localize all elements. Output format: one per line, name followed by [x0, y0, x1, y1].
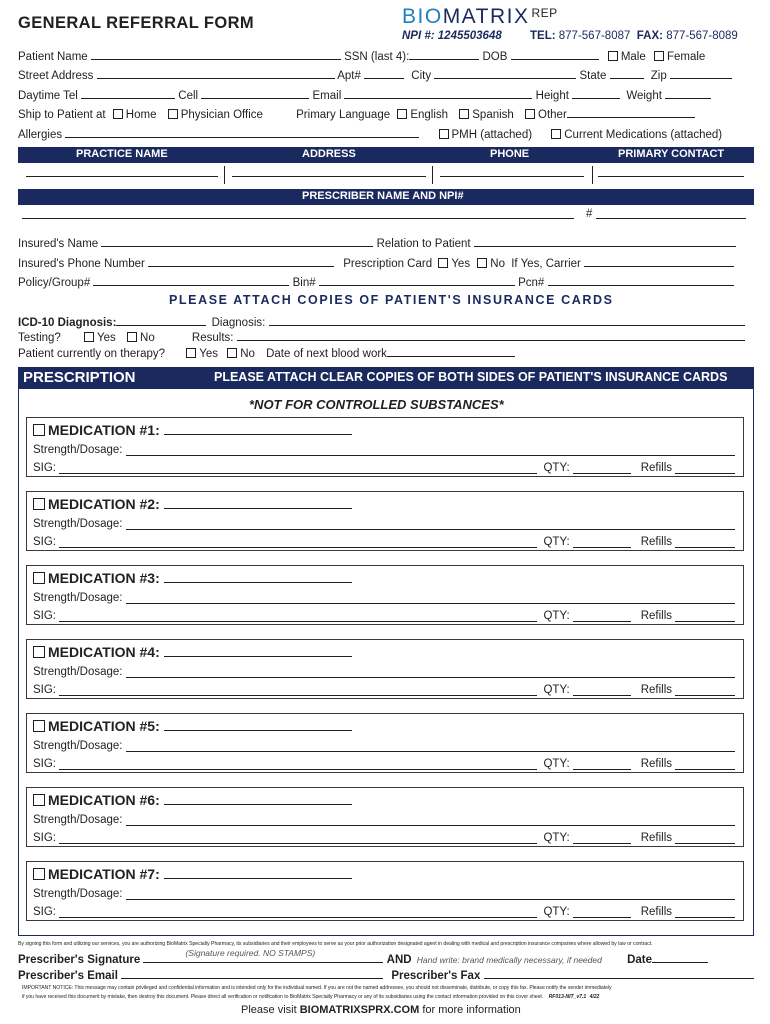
- sig-field[interactable]: [59, 758, 537, 770]
- diagnosis-label: Diagnosis:: [211, 317, 266, 329]
- email-label: Email: [312, 90, 342, 102]
- ship-label: Ship to Patient at: [18, 109, 106, 121]
- practice-divider-1: [224, 166, 225, 184]
- medication-label: MEDICATION #7:: [48, 866, 160, 882]
- strength-label: Strength/Dosage:: [33, 444, 123, 456]
- allergies-label: Allergies: [18, 129, 63, 141]
- refills-field[interactable]: [675, 832, 735, 844]
- medication-block: [26, 417, 744, 477]
- qty-label: QTY:: [543, 906, 570, 918]
- qty-label: QTY:: [543, 684, 570, 696]
- strength-field[interactable]: [126, 444, 735, 456]
- qty-field[interactable]: [573, 906, 631, 918]
- bin-field[interactable]: [319, 274, 515, 286]
- important-notice-1: IMPORTANT NOTICE: This message may contain privileged and confidential information and is intended only for the individual named. If you are not the named addressee, you should not disseminate, distribute, or copy this fax. Please notify the sender immediately: [22, 985, 612, 991]
- other-checkbox[interactable]: [525, 109, 535, 119]
- medication-name-field[interactable]: [164, 643, 352, 657]
- brand-logo-rep: REP: [531, 6, 558, 20]
- dob-label: DOB: [482, 51, 508, 63]
- street-label: Street Address: [18, 70, 94, 82]
- strength-field[interactable]: [126, 888, 735, 900]
- medication-title: [33, 569, 352, 586]
- practice-divider-3: [592, 166, 593, 184]
- important-notice-2: [22, 994, 599, 1000]
- sig-label: SIG:: [33, 906, 57, 918]
- insurance-row-3: [18, 274, 734, 289]
- form-title: GENERAL REFERRAL FORM: [18, 14, 255, 32]
- medication-checkbox[interactable]: [33, 498, 45, 510]
- attach-insurance-notice: PLEASE ATTACH COPIES OF PATIENT'S INSURANCE CARDS: [169, 293, 614, 307]
- apt-field[interactable]: [364, 67, 404, 79]
- therapy-label: Patient currently on therapy?: [18, 348, 166, 360]
- refills-label: Refills: [640, 536, 672, 548]
- strength-field[interactable]: [126, 518, 735, 530]
- signature-row: [18, 948, 708, 966]
- strength-row: [33, 888, 735, 900]
- date-field[interactable]: [652, 951, 708, 963]
- medication-block: [26, 787, 744, 847]
- qty-label: QTY:: [543, 462, 570, 474]
- zip-field[interactable]: [670, 67, 732, 79]
- and-label: AND: [386, 954, 412, 966]
- rx-card-no-label: No: [490, 258, 505, 270]
- clinical-row-2: [18, 329, 745, 344]
- refills-label: Refills: [640, 610, 672, 622]
- insured-name-label: Insured's Name: [18, 238, 99, 250]
- clinical-row-1: [18, 314, 745, 329]
- qty-field[interactable]: [573, 832, 631, 844]
- results-label: Results:: [191, 332, 234, 344]
- spanish-label: Spanish: [472, 109, 514, 121]
- female-checkbox[interactable]: [654, 51, 664, 61]
- medication-title: [33, 791, 352, 808]
- patient-row-5: [18, 126, 722, 141]
- daytime-tel-label: Daytime Tel: [18, 90, 78, 102]
- refills-field[interactable]: [675, 462, 735, 474]
- medication-block: [26, 861, 744, 921]
- prescriber-fax-field[interactable]: [484, 967, 754, 979]
- strength-row: [33, 592, 735, 604]
- therapy-yes-checkbox[interactable]: [186, 348, 196, 358]
- height-field[interactable]: [572, 87, 620, 99]
- clinical-row-3: [18, 345, 515, 360]
- medication-name-field[interactable]: [164, 791, 352, 805]
- medication-title: [33, 495, 352, 512]
- patient-row-4: [18, 106, 695, 121]
- email-field[interactable]: [344, 87, 532, 99]
- medication-block: [26, 639, 744, 699]
- strength-row: [33, 444, 735, 456]
- rx-card-yes-label: Yes: [451, 258, 471, 270]
- brand-logo: [402, 5, 558, 29]
- primary-contact-header: PRIMARY CONTACT: [618, 148, 725, 160]
- daytime-tel-field[interactable]: [81, 87, 175, 99]
- medication-name-field[interactable]: [164, 717, 352, 731]
- phone-field[interactable]: [440, 176, 584, 177]
- blood-work-label: Date of next blood work: [266, 348, 387, 360]
- consent-text: By signing this form and utilizing our services, you are authorizing BioMatrix Specialty Pharmacy, its subsidiaries and their employees to serve as your prior authorization designated agent in dealing with medical and prescription insurance companies where allowed by law or contract.: [18, 941, 653, 947]
- ssn-field[interactable]: [409, 48, 479, 60]
- phone-header: PHONE: [490, 148, 530, 160]
- refills-label: Refills: [640, 832, 672, 844]
- insured-phone-label: Insured's Phone Number: [18, 258, 145, 270]
- practice-name-header: PRACTICE NAME: [76, 148, 168, 160]
- sig-label: SIG:: [33, 832, 57, 844]
- state-field[interactable]: [610, 67, 644, 79]
- other-language-field[interactable]: [567, 106, 695, 118]
- male-label: Male: [620, 51, 646, 63]
- insurance-row-1: [18, 235, 736, 250]
- refills-label: Refills: [640, 462, 672, 474]
- refills-field[interactable]: [675, 536, 735, 548]
- ship-home-checkbox[interactable]: [113, 109, 123, 119]
- bin-label: Bin#: [292, 277, 316, 289]
- medication-checkbox[interactable]: [33, 646, 45, 658]
- refills-label: Refills: [640, 758, 672, 770]
- medication-title: [33, 421, 352, 438]
- insured-name-field[interactable]: [101, 235, 373, 247]
- diagnosis-field[interactable]: [269, 314, 745, 326]
- female-label: Female: [666, 51, 706, 63]
- carrier-label: If Yes, Carrier: [511, 258, 581, 270]
- refills-field[interactable]: [675, 684, 735, 696]
- refills-label: Refills: [640, 906, 672, 918]
- qty-label: QTY:: [543, 832, 570, 844]
- medication-checkbox[interactable]: [33, 572, 45, 584]
- strength-label: Strength/Dosage:: [33, 888, 123, 900]
- medication-checkbox[interactable]: [33, 868, 45, 880]
- rx-card-no-checkbox[interactable]: [477, 258, 487, 268]
- prescription-title: PRESCRIPTION: [23, 369, 136, 386]
- sig-row: [33, 462, 735, 474]
- npi-hash-label: #: [586, 208, 593, 220]
- qty-field[interactable]: [573, 758, 631, 770]
- strength-row: [33, 518, 735, 530]
- visit-label: Please visit: [241, 1004, 297, 1016]
- pmh-checkbox[interactable]: [439, 129, 449, 139]
- medication-label: MEDICATION #2:: [48, 496, 160, 512]
- patient-name-field[interactable]: [91, 48, 341, 60]
- medication-block: [26, 491, 744, 551]
- current-meds-checkbox[interactable]: [551, 129, 561, 139]
- dob-field[interactable]: [511, 48, 599, 60]
- current-meds-label: Current Medications (attached): [564, 129, 723, 141]
- patient-row-1: [18, 48, 705, 63]
- medication-name-field[interactable]: [164, 569, 352, 583]
- prescriber-email-label: Prescriber's Email: [18, 970, 118, 982]
- strength-field[interactable]: [126, 814, 735, 826]
- patient-name-label: Patient Name: [18, 51, 88, 63]
- street-field[interactable]: [97, 67, 335, 79]
- strength-row: [33, 814, 735, 826]
- strength-row: [33, 740, 735, 752]
- date-label: Date: [627, 954, 652, 966]
- prescriber-header-bar: [18, 189, 754, 205]
- medication-name-field[interactable]: [164, 495, 352, 509]
- medication-checkbox[interactable]: [33, 794, 45, 806]
- ship-home-label: Home: [125, 109, 157, 121]
- testing-yes-checkbox[interactable]: [84, 332, 94, 342]
- medication-name-field[interactable]: [164, 421, 352, 435]
- zip-label: Zip: [650, 70, 667, 82]
- weight-label: Weight: [626, 90, 662, 102]
- medication-block: [26, 713, 744, 773]
- cell-field[interactable]: [201, 87, 309, 99]
- sig-label: SIG:: [33, 610, 57, 622]
- sig-label: SIG:: [33, 462, 57, 474]
- sig-field[interactable]: [59, 462, 537, 474]
- medication-label: MEDICATION #5:: [48, 718, 160, 734]
- strength-row: [33, 666, 735, 678]
- prescriber-email-field[interactable]: [121, 967, 383, 979]
- strength-label: Strength/Dosage:: [33, 518, 123, 530]
- medication-block: [26, 565, 744, 625]
- tel-number: 877-567-8087: [558, 30, 631, 42]
- english-label: English: [410, 109, 449, 121]
- primary-language-label: Primary Language: [296, 109, 391, 121]
- practice-header-bar: [18, 147, 754, 163]
- sig-row: [33, 536, 735, 548]
- blood-work-field[interactable]: [387, 345, 515, 357]
- qty-label: QTY:: [543, 536, 570, 548]
- signature-hint: (Signature required. NO STAMPS): [185, 948, 316, 958]
- icd10-field[interactable]: [116, 314, 206, 326]
- fax-label: FAX:: [636, 30, 663, 42]
- therapy-no-checkbox[interactable]: [227, 348, 237, 358]
- relation-label: Relation to Patient: [376, 238, 471, 250]
- form-code: RF013-NIT_v7.1: [548, 994, 587, 1000]
- cell-label: Cell: [178, 90, 199, 102]
- prescription-header-bar: [18, 367, 754, 389]
- strength-label: Strength/Dosage:: [33, 666, 123, 678]
- medication-label: MEDICATION #4:: [48, 644, 160, 660]
- therapy-no-label: No: [240, 348, 255, 360]
- policy-field[interactable]: [93, 274, 289, 286]
- policy-label: Policy/Group#: [18, 277, 91, 289]
- qty-label: QTY:: [543, 610, 570, 622]
- rx-card-yes-checkbox[interactable]: [438, 258, 448, 268]
- icd10-label: ICD-10 Diagnosis:: [18, 317, 117, 329]
- sig-field[interactable]: [59, 610, 537, 622]
- ship-office-checkbox[interactable]: [168, 109, 178, 119]
- medication-name-field[interactable]: [164, 865, 352, 879]
- email-fax-row: [18, 967, 754, 982]
- npi-number: NPI #: 1245503648: [402, 30, 502, 42]
- weight-field[interactable]: [665, 87, 711, 99]
- medication-label: MEDICATION #3:: [48, 570, 160, 586]
- strength-field[interactable]: [126, 740, 735, 752]
- medication-label: MEDICATION #1:: [48, 422, 160, 438]
- results-field[interactable]: [237, 329, 745, 341]
- refills-field[interactable]: [675, 906, 735, 918]
- testing-no-label: No: [140, 332, 155, 344]
- prescriber-header: PRESCRIBER NAME AND NPI#: [302, 190, 464, 202]
- carrier-field[interactable]: [584, 255, 734, 267]
- form-date: 4/22: [589, 994, 600, 1000]
- sig-row: [33, 610, 735, 622]
- sig-label: SIG:: [33, 536, 57, 548]
- pcn-label: Pcn#: [518, 277, 545, 289]
- not-controlled-notice: *NOT FOR CONTROLLED SUBSTANCES*: [249, 397, 504, 412]
- qty-field[interactable]: [573, 684, 631, 696]
- refills-field[interactable]: [675, 610, 735, 622]
- other-label: Other: [538, 109, 567, 121]
- patient-row-2: [18, 67, 732, 82]
- signature-label: Prescriber's Signature: [18, 954, 141, 966]
- sig-label: SIG:: [33, 758, 57, 770]
- medication-title: [33, 643, 352, 660]
- sig-field[interactable]: [59, 536, 537, 548]
- male-checkbox[interactable]: [608, 51, 618, 61]
- medication-title: [33, 717, 352, 734]
- medication-title: [33, 865, 352, 882]
- city-field[interactable]: [434, 67, 576, 79]
- prescriber-npi-field[interactable]: [596, 218, 746, 219]
- strength-label: Strength/Dosage:: [33, 592, 123, 604]
- sig-field[interactable]: [59, 906, 537, 918]
- visit-line: [241, 1004, 521, 1016]
- practice-name-field[interactable]: [26, 176, 218, 177]
- insurance-row-2: [18, 255, 734, 270]
- primary-contact-field[interactable]: [598, 176, 744, 177]
- testing-yes-label: Yes: [97, 332, 116, 344]
- address-header: ADDRESS: [302, 148, 356, 160]
- rx-card-label: Prescription Card: [343, 258, 433, 270]
- medication-label: MEDICATION #6:: [48, 792, 160, 808]
- testing-no-checkbox[interactable]: [127, 332, 137, 342]
- signature-field[interactable]: [143, 948, 383, 963]
- tel-label: TEL:: [530, 30, 556, 42]
- pmh-label: PMH (attached): [451, 129, 533, 141]
- english-checkbox[interactable]: [397, 109, 407, 119]
- address-field[interactable]: [232, 176, 426, 177]
- strength-label: Strength/Dosage:: [33, 814, 123, 826]
- relation-field[interactable]: [474, 235, 736, 247]
- brand-logo-matrix: MATRIX: [442, 5, 530, 28]
- insured-phone-field[interactable]: [148, 255, 334, 267]
- testing-label: Testing?: [18, 332, 61, 344]
- sig-row: [33, 906, 735, 918]
- sig-row: [33, 758, 735, 770]
- patient-row-3: [18, 87, 711, 102]
- contact-numbers: [530, 30, 738, 42]
- important-notice-2-text: if you have received this document by mistake, then destroy this document. Please direct all verification or notification to BioMatrix Specialty Pharmacy or any of its subsidiaries using the contact information provided on this cover sheet.: [22, 994, 544, 1000]
- state-label: State: [579, 70, 607, 82]
- allergies-field[interactable]: [65, 126, 419, 138]
- refills-label: Refills: [640, 684, 672, 696]
- pcn-field[interactable]: [548, 274, 734, 286]
- prescriber-name-field[interactable]: [22, 218, 574, 219]
- qty-field[interactable]: [573, 610, 631, 622]
- prescription-attach-notice: PLEASE ATTACH CLEAR COPIES OF BOTH SIDES OF PATIENT'S INSURANCE CARDS: [214, 370, 728, 384]
- practice-divider-2: [432, 166, 433, 184]
- more-info-label: for more information: [422, 1004, 521, 1016]
- sig-label: SIG:: [33, 684, 57, 696]
- handwrite-hint: Hand write: brand medically necessary, if needed: [416, 955, 602, 965]
- sig-field[interactable]: [59, 832, 537, 844]
- sig-field[interactable]: [59, 684, 537, 696]
- refills-field[interactable]: [675, 758, 735, 770]
- therapy-yes-label: Yes: [199, 348, 218, 360]
- website-link[interactable]: BIOMATRIXSPRX.COM: [299, 1004, 420, 1016]
- strength-field[interactable]: [126, 592, 735, 604]
- apt-label: Apt#: [337, 70, 361, 82]
- brand-logo-bio: BIO: [402, 5, 443, 28]
- qty-label: QTY:: [543, 758, 570, 770]
- strength-field[interactable]: [126, 666, 735, 678]
- medication-checkbox[interactable]: [33, 720, 45, 732]
- sig-row: [33, 684, 735, 696]
- ssn-label: SSN (last 4):: [344, 51, 410, 63]
- city-label: City: [411, 70, 432, 82]
- spanish-checkbox[interactable]: [459, 109, 469, 119]
- height-label: Height: [535, 90, 569, 102]
- qty-field[interactable]: [573, 536, 631, 548]
- medication-checkbox[interactable]: [33, 424, 45, 436]
- qty-field[interactable]: [573, 462, 631, 474]
- fax-number: 877-567-8089: [666, 30, 738, 42]
- strength-label: Strength/Dosage:: [33, 740, 123, 752]
- sig-row: [33, 832, 735, 844]
- prescriber-fax-label: Prescriber's Fax: [391, 970, 481, 982]
- ship-office-label: Physician Office: [180, 109, 263, 121]
